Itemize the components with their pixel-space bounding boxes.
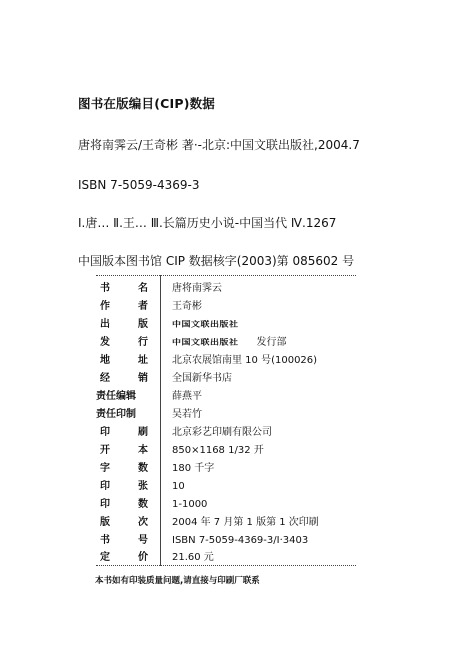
- detail-label: 责任编辑: [96, 391, 136, 402]
- detail-value: [172, 479, 185, 495]
- cip-title: 图书在版编目(CIP)数据: [78, 96, 216, 111]
- detail-value: [172, 515, 319, 531]
- detail-label: [96, 425, 156, 441]
- detail-value: [172, 550, 214, 566]
- detail-row: [96, 353, 356, 369]
- detail-label: 责任印制: [96, 409, 136, 420]
- detail-value-text: 唐将南霁云: [172, 283, 222, 294]
- detail-label-char: 本: [138, 445, 148, 456]
- detail-value: [172, 371, 232, 387]
- detail-row: [96, 479, 356, 495]
- detail-label-char: 出: [100, 319, 110, 330]
- detail-label: [96, 335, 156, 351]
- detail-value: [172, 461, 214, 477]
- detail-row: [96, 461, 356, 477]
- detail-row: [96, 407, 356, 423]
- detail-value: [172, 407, 202, 423]
- table-top-rule: [96, 275, 356, 276]
- detail-value: [172, 317, 239, 333]
- detail-value-text: 1-1000: [172, 499, 208, 510]
- detail-value: [172, 281, 222, 297]
- detail-label: [96, 317, 156, 333]
- detail-label-char: 印: [100, 499, 110, 510]
- detail-row: [96, 335, 356, 351]
- detail-value-text: ISBN 7-5059-4369-3/I·3403: [172, 535, 309, 546]
- detail-label-char: 销: [138, 373, 148, 384]
- detail-label: [96, 461, 156, 477]
- detail-value: [172, 497, 207, 513]
- cip-record-number-line: 中国版本图书馆 CIP 数据核字(2003)第 085602 号: [78, 254, 355, 268]
- detail-label: [96, 371, 156, 387]
- detail-label-char: 版: [138, 319, 148, 330]
- detail-label: [96, 299, 156, 315]
- detail-label-char: 数: [138, 463, 148, 474]
- detail-label-char: 地: [100, 355, 110, 366]
- detail-label-char: 书: [100, 535, 110, 546]
- detail-value-text: 全国新华书店: [172, 373, 232, 384]
- detail-label-char: 次: [138, 517, 148, 528]
- detail-label-char: 经: [100, 373, 110, 384]
- detail-label-char: 张: [138, 481, 148, 492]
- detail-label-char: 名: [138, 283, 148, 294]
- detail-label-char: 号: [138, 535, 148, 546]
- detail-row: [96, 425, 356, 441]
- detail-label-char: 价: [138, 552, 148, 563]
- detail-label-char: 印: [100, 427, 110, 438]
- detail-value-text: 中国文联出版社: [172, 320, 239, 330]
- detail-label: [96, 533, 156, 549]
- detail-row: [96, 299, 356, 315]
- detail-value-text: 北京农展馆南里 10 号(100026): [172, 355, 318, 366]
- detail-row: [96, 443, 356, 459]
- detail-row: [96, 317, 356, 333]
- detail-value-text: 2004 年 7 月第 1 版第 1 次印刷: [172, 517, 319, 528]
- detail-value: [172, 299, 202, 315]
- quality-notice: 本书如有印装质量问题,请直接与印刷厂联系: [95, 576, 260, 586]
- isbn-line: ISBN 7-5059-4369-3: [78, 178, 200, 192]
- detail-row: [96, 281, 356, 297]
- detail-value: [172, 533, 308, 549]
- detail-value-text: 吴若竹: [172, 409, 202, 420]
- detail-row: [96, 389, 356, 405]
- detail-label-char: 发: [100, 337, 110, 348]
- detail-label-char: 行: [138, 337, 148, 348]
- detail-label: [96, 443, 156, 459]
- detail-label-char: 刷: [138, 427, 148, 438]
- detail-row: [96, 371, 356, 387]
- detail-row: [96, 550, 356, 566]
- detail-row: [96, 497, 356, 513]
- detail-label-char: 定: [100, 552, 110, 563]
- detail-label-char: 者: [138, 301, 148, 312]
- detail-value-text: 10: [172, 481, 185, 492]
- detail-label: [96, 497, 156, 513]
- subject-headings-line: Ⅰ.唐… Ⅱ.王… Ⅲ.长篇历史小说-中国当代 Ⅳ.1267: [78, 216, 337, 230]
- detail-value-text: 180 千字: [172, 463, 215, 474]
- detail-label: [96, 353, 156, 369]
- cip-entry-line: 唐将南霁云/王奇彬 著·-北京:中国文联出版社,2004.7: [78, 138, 360, 152]
- detail-label-char: 版: [100, 517, 110, 528]
- detail-label-char: 印: [100, 481, 110, 492]
- detail-value-text: 北京彩艺印刷有限公司: [172, 427, 272, 438]
- publication-details-table: [96, 275, 356, 566]
- detail-label-char: 开: [100, 445, 110, 456]
- detail-value: [172, 389, 202, 405]
- detail-value-extra: 发行部: [256, 337, 287, 348]
- detail-value: [172, 443, 264, 459]
- detail-label-char: 书: [100, 283, 110, 294]
- detail-row: [96, 533, 356, 549]
- detail-label-char: 字: [100, 463, 110, 474]
- detail-value-text: 王奇彬: [172, 301, 202, 312]
- detail-row: [96, 515, 356, 531]
- detail-label: [96, 281, 156, 297]
- detail-value: [172, 425, 272, 441]
- detail-value-text: 850×1168 1/32 开: [172, 445, 264, 456]
- detail-label-char: 数: [138, 499, 148, 510]
- detail-label-char: 址: [138, 355, 148, 366]
- detail-value-text: 中国文联出版社: [172, 338, 239, 348]
- detail-value-text: 薛燕平: [172, 391, 202, 402]
- detail-value: [172, 335, 287, 351]
- detail-label: [96, 515, 156, 531]
- detail-value-text: 21.60 元: [172, 552, 214, 563]
- detail-value: [172, 353, 317, 369]
- detail-label: [96, 550, 156, 566]
- detail-label-char: 作: [100, 301, 110, 312]
- detail-label: [96, 479, 156, 495]
